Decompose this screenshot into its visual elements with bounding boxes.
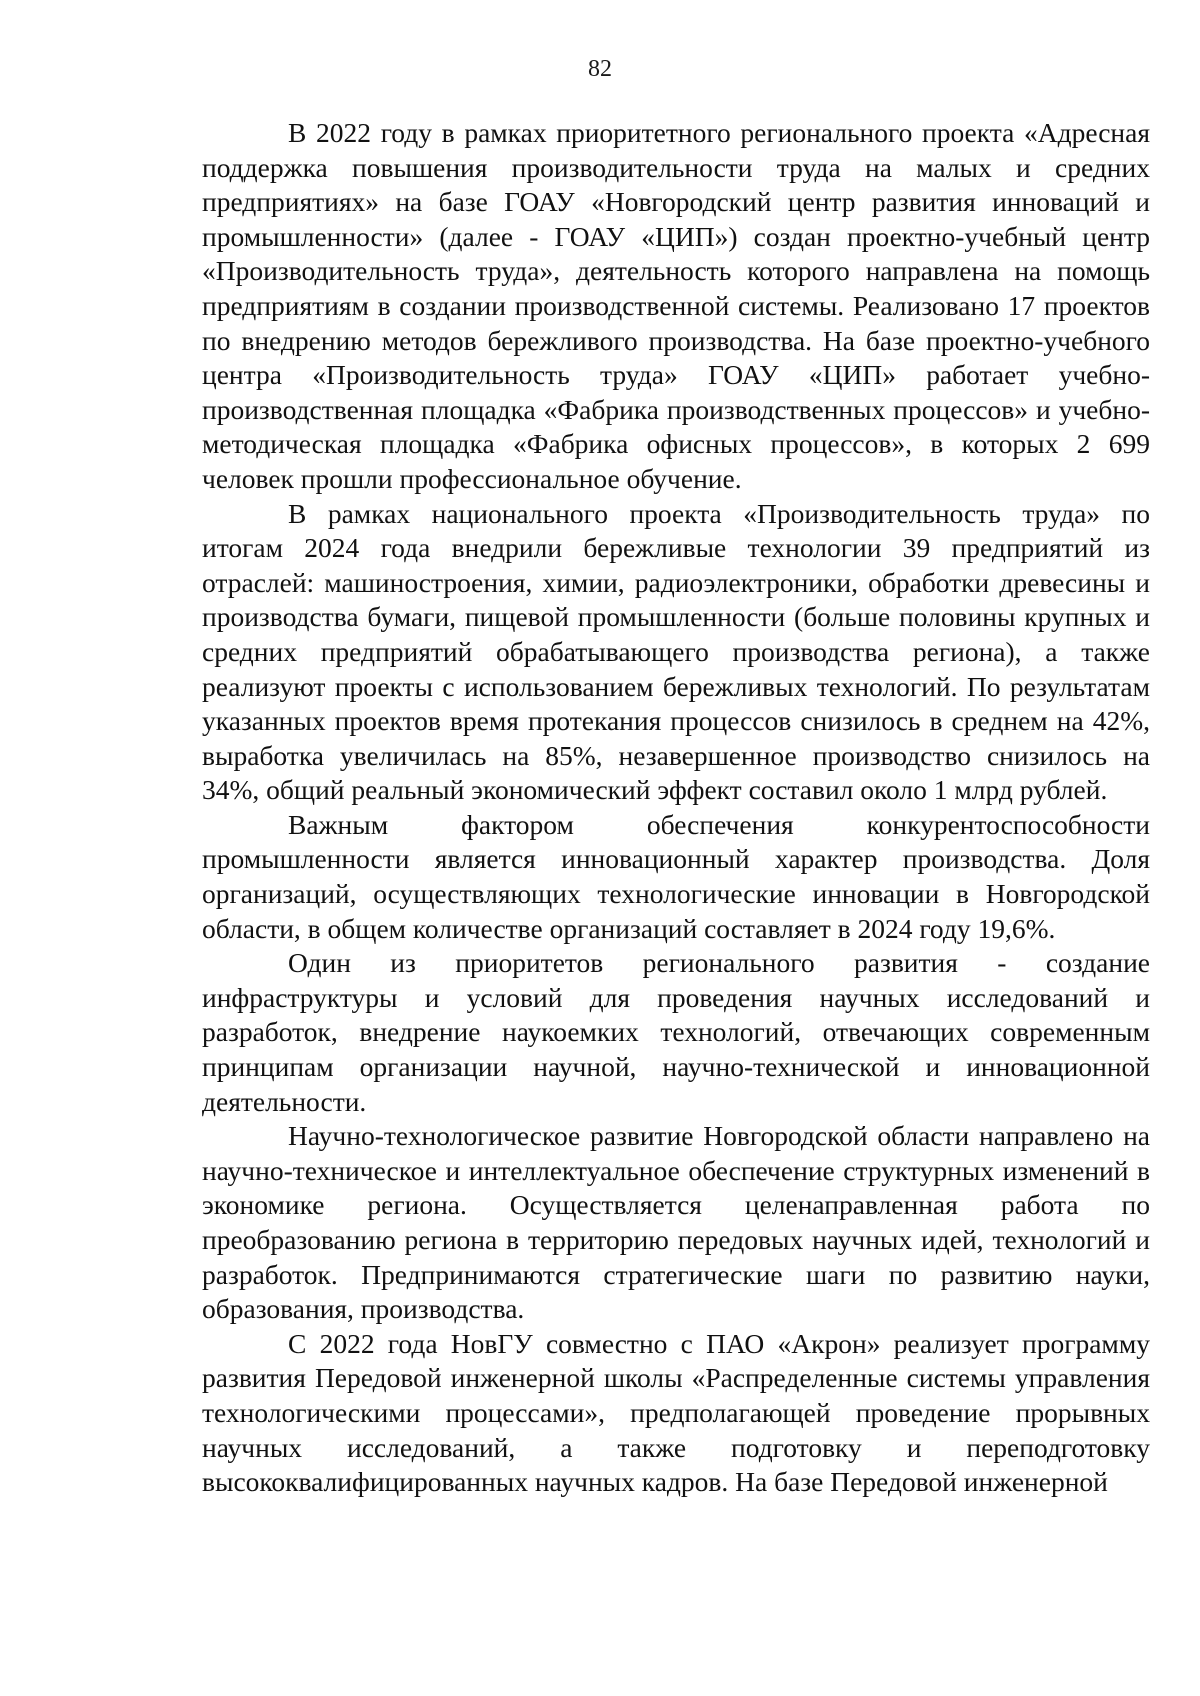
paragraph-labor-productivity-center: В 2022 году в рамках приоритетного регионального проекта «Адресная поддержка повышения производительности труда на малых и средних предприятиях» на базе ГОАУ «Новгородский центр развития инноваций и промышленности» (далее - ГОАУ «ЦИП») создан проектно-учебный центр «Производительность труда», деятельность которого направлена на помощь предприятиям в создании производственной системы. Реализовано 17 проектов по внедрению методов бережливого производства. На базе проектно-учебного центра «Производительность труда» ГОАУ «ЦИП» работает учебно-производственная площадка «Фабрика производственных процессов» и учебно-методическая площадка «Фабрика офисных процессов», в которых 2 699 человек прошли профессиональное обучение. bbox=[202, 117, 1150, 494]
paragraph-engineering-school: С 2022 года НовГУ совместно с ПАО «Акрон» реализует программу развития Передовой инженерной школы «Распределенные системы управления технологическими процессами», предполагающей проведение прорывных научных исследований, а также подготовку и переподготовку высококвалифицированных научных кадров. На базе Передовой инженерной bbox=[202, 1327, 1150, 1498]
paragraph-regional-priorities: Один из приоритетов регионального развития - создание инфраструктуры и условий для проведения научных исследований и разработок, внедрение наукоемких технологий, отвечающих современным принципам организации научной, научно-технической и инновационной деятельности. bbox=[202, 947, 1150, 1117]
page-number: 82 bbox=[588, 56, 612, 82]
body-text bbox=[202, 116, 1150, 1500]
paragraph-national-project-results: В рамках национального проекта «Производительность труда» по итогам 2024 года внедрили бережливые технологии 39 предприятий из отраслей: машиностроения, химии, радиоэлектроники, обработки древесины и производства бумаги, пищевой промышленности (больше половины крупных и средних предприятий обрабатывающего производства региона), а также реализуют проекты с использованием бережливых технологий. По результатам указанных проектов время протекания процессов снизилось в среднем на 42%, выработка увеличилась на 85%, незавершенное производство снизилось на 34%, общий реальный экономический эффект составил около 1 млрд рублей. bbox=[202, 497, 1150, 806]
paragraph-scientific-development: Научно-технологическое развитие Новгородской области направлено на научно-техническое и интеллектуальное обеспечение структурных изменений в экономике региона. Осуществляется целенаправленная работа по преобразованию региона в территорию передовых научных идей, технологий и разработок. Предпринимаются стратегические шаги по развитию науки, образования, производства. bbox=[202, 1120, 1150, 1325]
paragraph-innovation-share: Важным фактором обеспечения конкурентоспособности промышленности является инновационный характер производства. Доля организаций, осуществляющих технологические инновации в Новгородской области, в общем количестве организаций составляет в 2024 году 19,6%. bbox=[202, 808, 1150, 944]
